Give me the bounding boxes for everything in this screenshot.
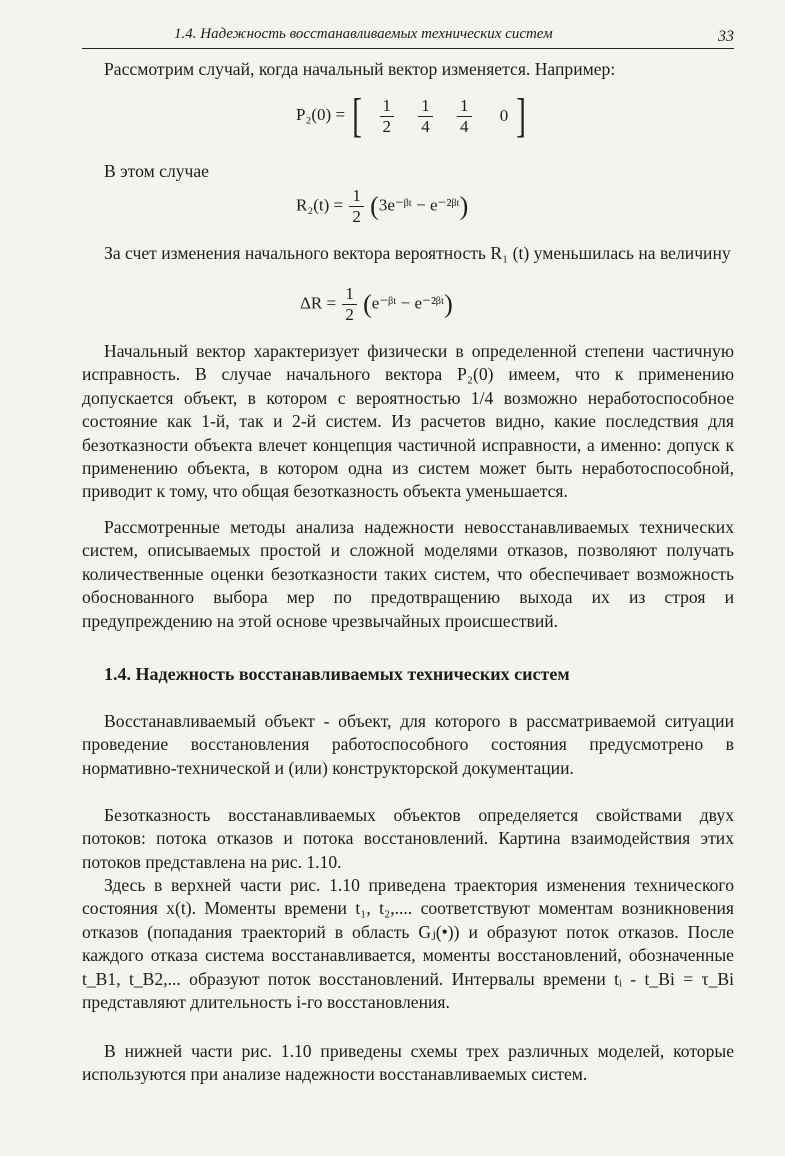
frac-3: $\frac{1}{4}$: [457, 96, 472, 137]
entry-zero: 0: [499, 106, 509, 125]
section-heading: 1.4. Надежность восстанавливаемых технических систем: [104, 664, 570, 684]
paragraph-4: Безотказность восстанавливаемых объектов определяется свойствами двух потоков: потока отказов и потока восстановлений. Картина взаимодействия этих потоков представлена на рис. 1.10.: [82, 805, 734, 872]
frac-2: $\frac{1}{4}$: [418, 96, 433, 137]
paragraph-5: Здесь в верхней части рис. 1.10 приведена траектория изменения технического состояния x(t). Моменты времени t₁, t₂,.... соответствуют моментам возникновения отказов (попадания траекторий в область Gⱼ(•)) и образуют поток отказов. После каждого отказа система восстанавливается, моменты восстановлений, обозначенные t_B1, t_B2,... образуют поток восстановлений. Интервалы времени tᵢ - t_Bi = τ_Bi представляют длительность i-го восстановления.: [82, 875, 735, 1013]
right-bracket: ]: [515, 89, 526, 142]
formula-r2-expr: 3e⁻ᵝᵗ − e⁻²ᵝᵗ: [378, 195, 460, 215]
paragraph-6: В нижней части рис. 1.10 приведены схемы трех различных моделей, которые используются при анализе надежности восстанавливаемых систем.: [82, 1041, 734, 1085]
running-header: [82, 22, 734, 49]
formula-dr: ΔR = $\frac{1}{2}$ (e⁻ᵝᵗ − e⁻²ᵝᵗ): [300, 284, 453, 324]
formula-r2: R₂(t) = $\frac{1}{2}$ (3e⁻ᵝᵗ − e⁻²ᵝᵗ): [296, 186, 469, 226]
paragraph-3: Восстанавливаемый объект - объект, для которого в рассматриваемой ситуации проведение восстановления работоспособного состояния предусмотрено в нормативно-технической и (или) конструкторской документации.: [82, 711, 734, 778]
formula-r2-lhs: R₂(t) =: [296, 195, 344, 215]
formula-p2: [296, 89, 529, 142]
formula-p2-lhs: P₂(0) =: [296, 104, 346, 124]
page-number: 33: [718, 28, 734, 45]
header-title: 1.4. Надежность восстанавливаемых технических систем: [174, 26, 553, 42]
formula-dr-coef: $\frac{1}{2}$: [342, 284, 357, 325]
formula-dr-expr: e⁻ᵝᵗ − e⁻²ᵝᵗ: [371, 293, 445, 313]
formula-r2-coef: $\frac{1}{2}$: [349, 186, 364, 227]
paragraph-1: Начальный вектор характеризует физически в определенной степени частичную исправность. В случае начального вектора P₂(0) имеем, что к применению допускается объект, в котором с вероятностью 1/4 возможно неработоспособное состояние как 1-й, так и 2-й систем. Из расчетов видно, какие последствия для безотказности объекта влечет концепция частичной исправности, а именно: допуск к применению объекта, в котором одна из систем может быть неработоспособной, приводит к тому, что общая безотказность объекта уменьшается.: [82, 341, 734, 502]
frac-1: $\frac{1}{2}$: [380, 96, 395, 137]
formula-dr-lhs: ΔR =: [300, 293, 337, 313]
case-line: В этом случае: [104, 161, 209, 181]
left-bracket: [: [352, 89, 363, 142]
paragraph-2: Рассмотренные методы анализа надежности невосстанавливаемых технических систем, описываемых простой и сложной моделями отказов, позволяют получать количественные оценки безотказности таких систем, что обеспечивает возможность обоснованного выбора мер по предотвращению выхода их из строя и предупреждению на этой основе чрезвычайных происшествий.: [82, 517, 734, 631]
para-change: За счет изменения начального вектора вероятность R₁ (t) уменьшилась на величину: [104, 243, 731, 263]
intro-line: Рассмотрим случай, когда начальный вектор изменяется. Например:: [104, 59, 616, 79]
formula-p2-row: [370, 96, 509, 137]
